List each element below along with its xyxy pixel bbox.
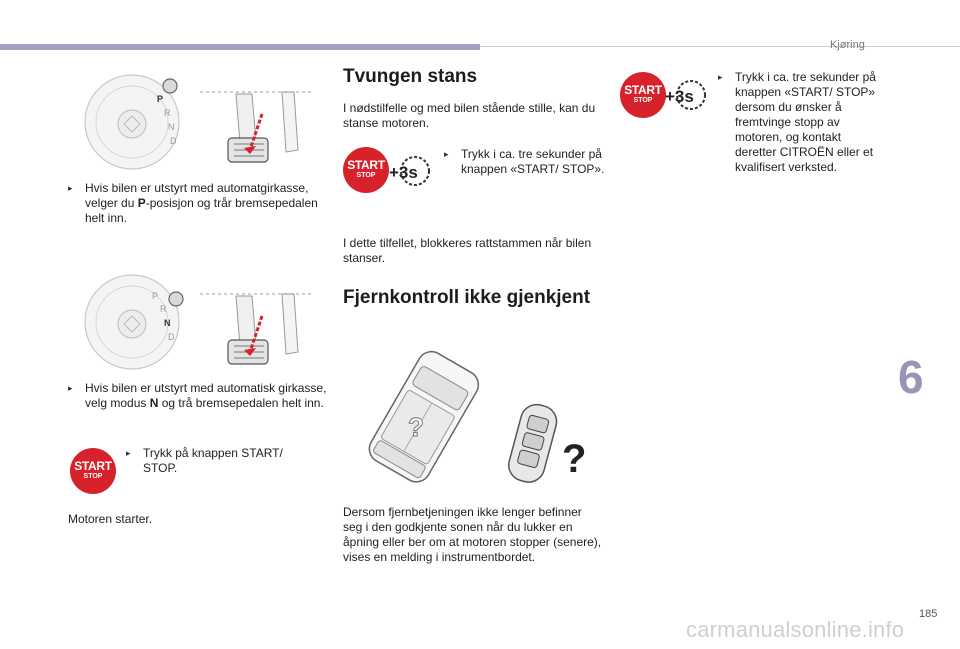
gear-selector-n-brake-illustration — [84, 272, 314, 374]
header-accent-bar — [0, 44, 480, 50]
bullet-press-start-stop: ▸ Trykk på knappen START/ STOP. — [126, 446, 313, 476]
car-question-mark: ? — [408, 412, 424, 442]
timer-3s-icon — [664, 78, 710, 112]
bullet-hold-three-seconds: ▸ Trykk i ca. tre sekunder på knappen «START/ STOP». — [444, 147, 611, 177]
bullet-force-stop-contact: ▸ Trykk i ca. tre sekunder på knappen «START/ STOP» dersom du ønsker å fremtvinge stopp av motoren, og kontakt deretter CITROËN eller et kvalifisert verksted. — [718, 70, 885, 175]
key-question-mark: ? — [562, 437, 587, 481]
gear-letter-n: N — [164, 318, 171, 328]
gear-selector-p-brake-illustration — [84, 72, 314, 172]
timer-3s-icon — [388, 154, 434, 188]
section-title: Kjøring — [830, 39, 865, 51]
start-stop-button-icon: START STOP — [343, 147, 389, 193]
header-rule — [480, 46, 960, 47]
timer-label: +3s — [665, 87, 694, 106]
gear-letter-r: R — [160, 304, 167, 314]
watermark: carmanualsonline.info — [686, 617, 905, 642]
start-stop-button-icon: START STOP — [70, 448, 116, 494]
bullet-automatic-p: ▸ Hvis bilen er utstyrt med automatgirkasse, velger du P-posisjon og trår bremsepedalen helt inn. — [68, 181, 340, 226]
gear-letter-p: P — [157, 94, 164, 104]
gear-letter-n: N — [168, 122, 175, 132]
page-number: 185 — [919, 608, 938, 620]
remote-not-detected-body: Dersom fjernbetjeningen ikke lenger befinner seg i den godkjente sonen når du lukker en åpning eller ber om at motoren stopper (senere), vises en melding i instrumentbordet. — [343, 505, 602, 564]
bullet-automatic-n: ▸ Hvis bilen er utstyrt med automatisk girkasse, velg modus N og trå bremsepedalen helt inn. — [68, 381, 330, 411]
gear-letter-d: D — [170, 136, 177, 146]
timer-label: +3s — [389, 163, 418, 182]
heading-remote-not-detected: Fjernkontroll ikke gjenkjent — [343, 287, 591, 308]
gear-letter-r: R — [164, 108, 171, 118]
start-stop-button-icon: START STOP — [620, 72, 666, 118]
steering-lock-note: I dette tilfellet, blokkeres rattstammen når bilen stanser. — [343, 236, 592, 265]
forced-stop-intro: I nødstilfelle og med bilen stående stille, kan du stanse motoren. — [343, 101, 596, 130]
heading-forced-stop: Tvungen stans — [343, 66, 478, 87]
chapter-number: 6 — [898, 351, 924, 403]
car-and-key-illustration — [352, 348, 592, 496]
engine-starts-text: Motoren starter. — [68, 512, 153, 526]
gear-letter-p: P — [152, 291, 159, 301]
gear-letter-d: D — [168, 332, 175, 342]
